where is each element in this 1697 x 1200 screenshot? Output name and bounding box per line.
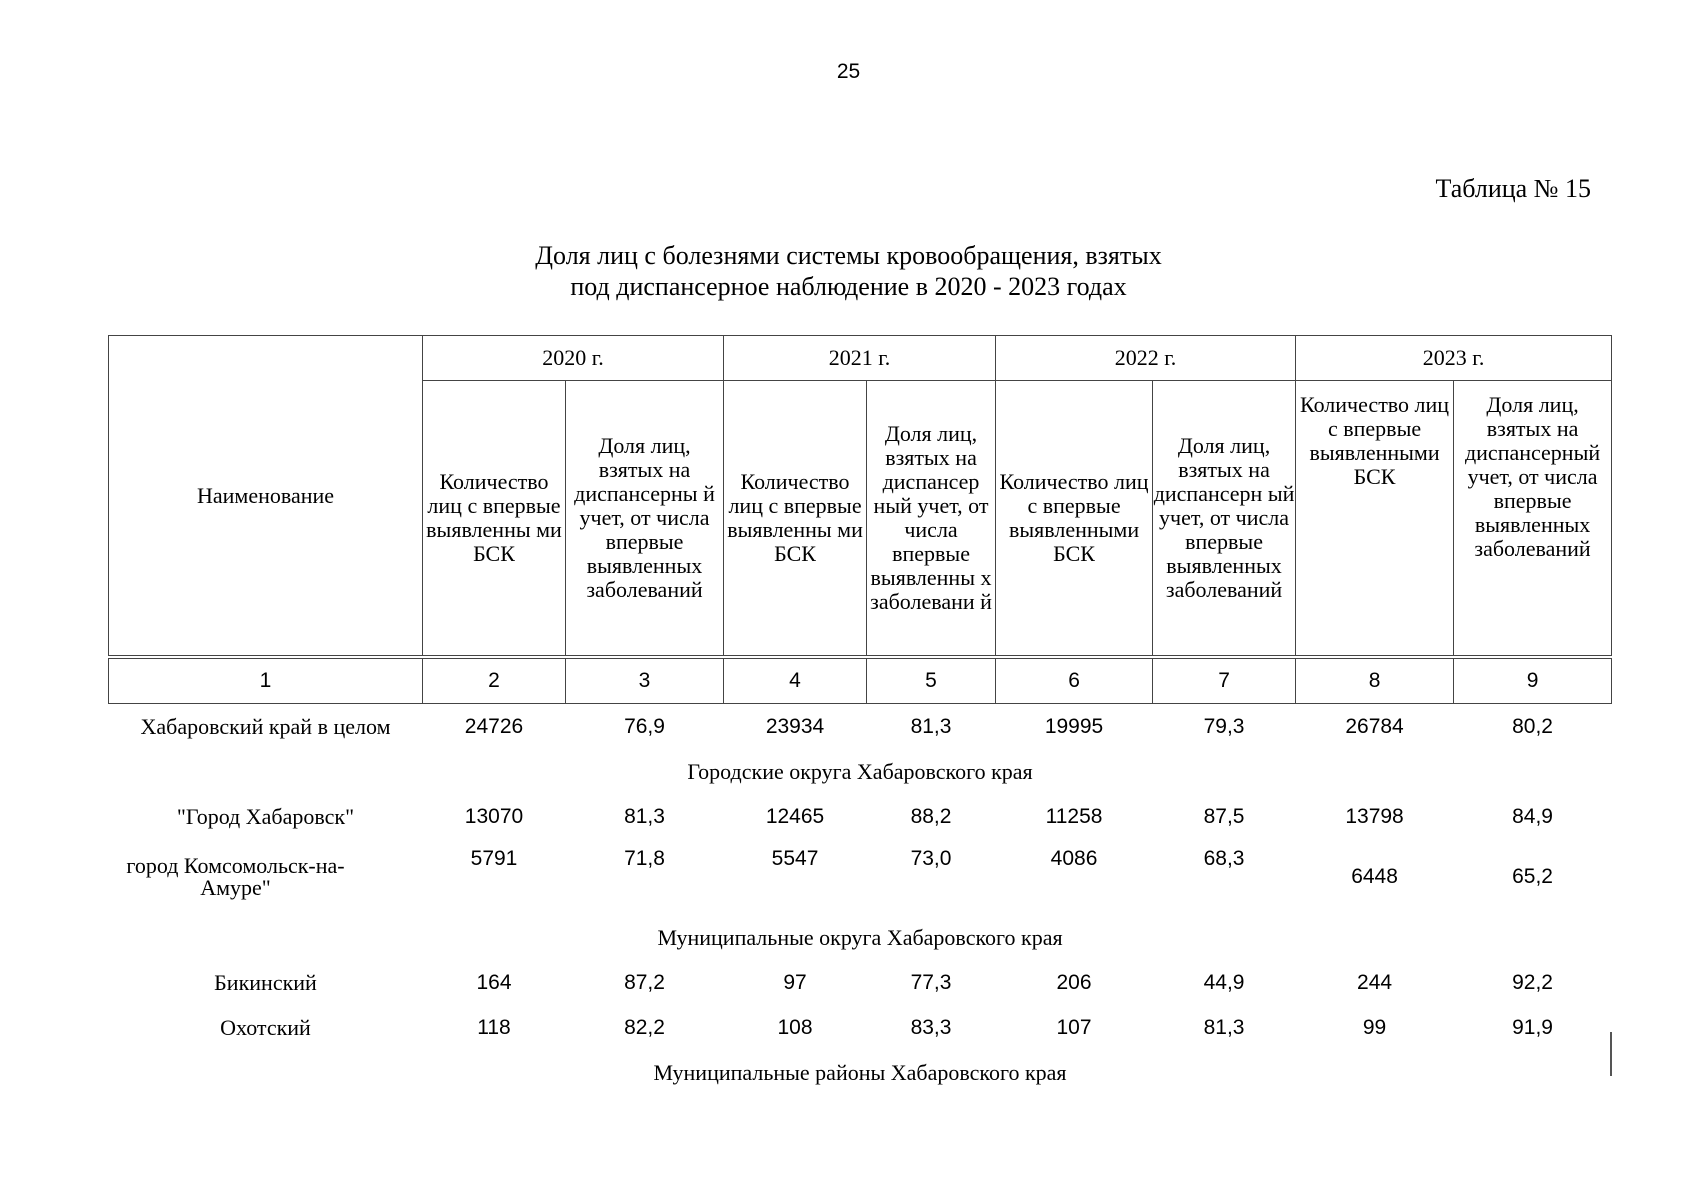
subheader-count-2023: Количество лиц с впервые выявленными БСК: [1296, 381, 1454, 658]
subheader-count-2022: Количество лиц с впервые выявленными БСК: [996, 381, 1153, 658]
cell-value: 99: [1362, 1015, 1387, 1039]
cell-value: 65,2: [1512, 865, 1553, 888]
cell-value: 12465: [765, 804, 825, 828]
cell-value: 81,3: [1203, 1015, 1245, 1039]
section-heading-municipal-districts: Муниципальные районы Хабаровского края: [653, 1059, 1067, 1085]
cell-value: 84,9: [1512, 804, 1553, 828]
cell-value: 107: [1056, 1015, 1092, 1039]
table-row: [109, 960, 1612, 1005]
column-number: 2: [423, 657, 566, 704]
cell-value: 88,2: [910, 804, 952, 828]
cell-value: 87,5: [1203, 804, 1245, 828]
cell-value: 87,2: [624, 970, 665, 994]
name-column-header: Наименование: [109, 336, 423, 658]
data-table: [108, 335, 1612, 1095]
cell-value: 68,3: [1203, 847, 1245, 870]
title-line-1: Доля лиц с болезнями системы кровообращения, взятых: [535, 241, 1162, 270]
table-label: Таблица № 15: [1435, 174, 1591, 203]
row-name: Бикинский: [214, 969, 317, 995]
subheader-share-2023: Доля лиц, взятых на диспансерный учет, от числа впервые выявленных заболеваний: [1454, 381, 1612, 658]
cell-value: 108: [777, 1015, 813, 1039]
cell-value: 118: [477, 1015, 511, 1039]
column-number: 4: [724, 657, 867, 704]
section-heading-city-districts: Городские округа Хабаровского края: [687, 758, 1033, 784]
cell-value: 71,8: [624, 847, 665, 870]
cell-value: 164: [476, 970, 512, 994]
title-line-2: под диспансерное наблюдение в 2020 - 2023 годах: [570, 272, 1127, 301]
year-header-2021: 2021 г.: [724, 336, 996, 381]
cell-value: 4086: [1050, 847, 1098, 870]
subheader-count-2020: Количество лиц с впервые выявленны ми БСК: [423, 381, 566, 658]
column-number: 8: [1296, 657, 1454, 704]
page-number: 25: [836, 60, 861, 83]
cell-value: 24726: [464, 714, 524, 738]
subheader-share-2022: Доля лиц, взятых на диспансерн ый учет, от числа впервые выявленных заболеваний: [1153, 381, 1296, 658]
cell-value: 82,2: [624, 1015, 665, 1039]
table-title: [0, 240, 1697, 302]
section-heading-municipal-okrugs: Муниципальные округа Хабаровского края: [657, 924, 1063, 950]
table-row: [109, 704, 1612, 750]
cell-value: 23934: [765, 714, 825, 738]
cell-value: 73,0: [910, 847, 952, 870]
row-name: Охотский: [220, 1014, 311, 1040]
cell-value: 13070: [464, 804, 524, 828]
cell-value: 244: [1357, 970, 1393, 994]
section-row: [109, 1050, 1612, 1095]
cell-value: 5547: [771, 847, 819, 870]
cell-value: 76,9: [624, 714, 665, 738]
column-number: 3: [566, 657, 724, 704]
cell-value: 80,2: [1512, 714, 1553, 738]
subheader-count-2021: Количество лиц с впервые выявленны ми БСК: [724, 381, 867, 658]
column-number: 7: [1153, 657, 1296, 704]
section-row: [109, 915, 1612, 960]
cell-value: 92,2: [1512, 970, 1553, 994]
year-header-2023: 2023 г.: [1296, 336, 1612, 381]
section-row: [109, 749, 1612, 794]
year-header-2020: 2020 г.: [423, 336, 724, 381]
cell-value: 5791: [470, 847, 518, 870]
cell-value: 6448: [1351, 865, 1398, 888]
column-number: 6: [996, 657, 1153, 704]
table-row: [109, 1005, 1612, 1050]
row-name: город Комсомольск-на-Амуре": [126, 853, 345, 900]
cell-value: 206: [1056, 970, 1092, 994]
cell-value: 81,3: [624, 804, 665, 828]
cell-value: 13798: [1345, 804, 1404, 828]
subheader-share-2021: Доля лиц, взятых на диспансер ный учет, от числа впервые выявленны х заболевани й: [867, 381, 996, 658]
cell-value: 97: [783, 970, 807, 994]
cell-value: 83,3: [910, 1015, 952, 1039]
cell-value: 44,9: [1203, 970, 1245, 994]
year-header-2022: 2022 г.: [996, 336, 1296, 381]
row-name: Хабаровский край в целом: [140, 713, 391, 739]
cell-value: 81,3: [910, 714, 952, 738]
table-edge-rule: [1610, 1032, 1612, 1076]
cell-value: 79,3: [1203, 714, 1245, 738]
column-number: 5: [867, 657, 996, 704]
column-number: 9: [1454, 657, 1612, 704]
cell-value: 77,3: [910, 970, 952, 994]
cell-value: 91,9: [1512, 1015, 1553, 1039]
column-number: 1: [109, 657, 423, 704]
row-name: "Город Хабаровск": [176, 803, 355, 829]
cell-value: 19995: [1044, 714, 1104, 738]
table-row: [109, 794, 1612, 839]
cell-value: 11258: [1045, 804, 1103, 828]
subheader-share-2020: Доля лиц, взятых на диспансерны й учет, от числа впервые выявленных заболеваний: [566, 381, 724, 658]
cell-value: 26784: [1345, 714, 1404, 738]
table-row: [109, 839, 1612, 915]
